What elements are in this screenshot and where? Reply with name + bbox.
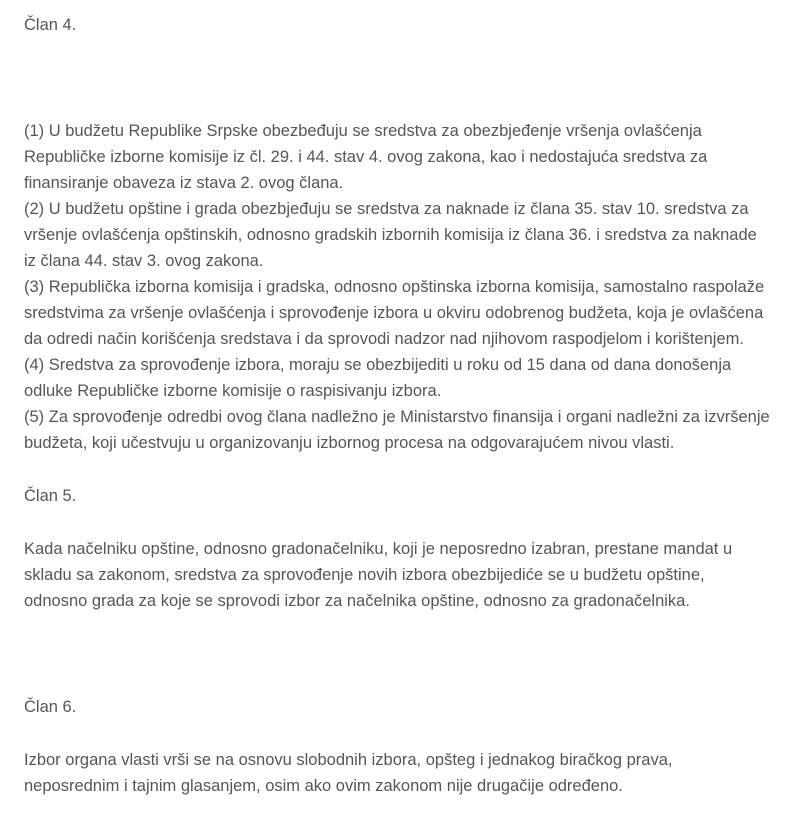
article-6-heading: Član 6. — [24, 698, 77, 716]
article-5-heading: Član 5. — [24, 487, 77, 505]
article-6-paragraph: Izbor organa vlasti vrši se na osnovu slobodnih izbora, opšteg i jednakog biračkog prava, neposrednim i tajnim glasanjem, osim ako ovim zakonom nije drugačije određeno. — [24, 751, 673, 795]
article-4-body — [24, 118, 770, 456]
article-4-item-1: (1) U budžetu Republike Srpske obezbeđuju se sredstva za obezbjeđenje vršenja ovlašćenja Republičke izborne komisije iz čl. 29. i 44. stav 4. ovog zakona, kao i nedostajuća sredstva za finansiranje obaveza iz stava 2. ovog člana. — [24, 122, 708, 192]
article-4-item-5: (5) Za sprovođenje odredbi ovog člana nadležno je Ministarstvo finansija i organi nadležni za izvršenje budžeta, koji učestvuju u organizovanju izbornog procesa na odgovarajućem nivou vlasti. — [24, 408, 770, 452]
article-4-item-3: (3) Republička izborna komisija i gradska, odnosno opštinska izborna komisija, samostalno raspolaže sredstvima za vršenje ovlašćenja i sprovođenje izbora u okviru odobrenog budžeta, koja je ovlašćena da odredi način korišćenja sredstava i da sprovodi nadzor nad njihovom raspodjelom i korištenjem. — [24, 278, 765, 348]
article-4-item-4: (4) Sredstva za sprovođenje izbora, moraju se obezbijediti u roku od 15 dana od dana donošenja odluke Republičke izborne komisije o raspisivanju izbora. — [24, 356, 732, 400]
article-4-item-2: (2) U budžetu opštine i grada obezbjeđuju se sredstva za naknade iz člana 35. stav 10. sredstva za vršenje ovlašćenja opštinskih, odnosno gradskih izbornih komisija iz člana 36. i sredstva za naknade iz člana 44. stav 3. ovog zakona. — [24, 200, 757, 270]
article-4-heading: Član 4. — [24, 16, 77, 34]
article-5-paragraph: Kada načelniku opštine, odnosno gradonačelniku, koji je neposredno izabran, prestane mandat u skladu sa zakonom, sredstva za sprovođenje novih izbora obezbijediće se u budžetu opštine, odnosno grada za koje se sprovodi izbor za načelnika opštine, odnosno za gradonačelnika. — [24, 540, 733, 610]
blank-line — [24, 641, 770, 667]
blank-line — [24, 65, 770, 91]
law-document — [24, 12, 770, 799]
